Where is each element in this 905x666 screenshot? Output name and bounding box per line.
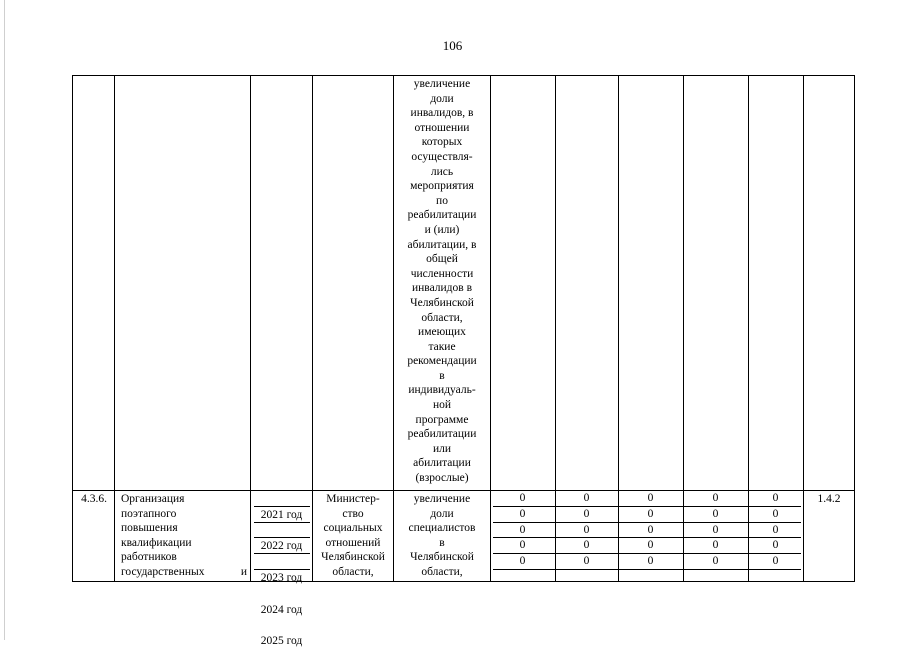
reference-code: 1.4.2: [817, 493, 841, 505]
value-cell: 0: [583, 492, 590, 504]
executor: Министер- ство социальных отношений Челябинской области,: [321, 493, 385, 578]
page-number: 106: [442, 38, 463, 53]
value-cell: 0: [519, 492, 526, 504]
value-cell: 0: [647, 524, 654, 536]
col-border: [854, 75, 855, 582]
measure-name-line: работников: [121, 551, 177, 564]
value-cell: 0: [712, 508, 719, 520]
col-border: [72, 75, 73, 582]
row-divider: [72, 490, 854, 491]
measure-name-line: Организация: [121, 493, 185, 505]
continued-indicator-text: увеличение доли инвалидов, в отношении которых осуществля- лись мероприятия по реабилитации и (или) абилитации, в общей численности инвалидов в Челябинской области, имеющих такие рекомендации в индивидуаль- ной программе реабилитации или абилитации (взрослые): [407, 78, 477, 485]
year-label: 2024 год: [260, 603, 303, 616]
table-bottom-border: [72, 581, 854, 582]
value-cell: 0: [583, 539, 590, 551]
table-top-border: [72, 75, 854, 76]
measure-name-word: государственных: [121, 565, 205, 578]
measure-name-line: квалификации: [121, 536, 192, 549]
value-subrow-rule: [493, 569, 801, 570]
value-cell: 0: [647, 539, 654, 551]
col-border: [312, 75, 313, 582]
value-cell: 0: [712, 524, 719, 536]
value-cell: 0: [583, 524, 590, 536]
col-border: [250, 75, 251, 582]
row-number: 4.3.6.: [81, 493, 107, 505]
value-cell: 0: [772, 539, 779, 551]
col-border: [393, 75, 394, 582]
value-cell: 0: [712, 539, 719, 551]
value-cell: 0: [647, 492, 654, 504]
value-cell: 0: [519, 539, 526, 551]
value-cell: 0: [583, 555, 590, 567]
value-cell: 0: [712, 555, 719, 567]
col-border: [114, 75, 115, 582]
value-cell: 0: [519, 555, 526, 567]
value-cell: 0: [519, 508, 526, 520]
value-cell: 0: [583, 508, 590, 520]
measure-name-word: и: [240, 565, 247, 578]
col-border: [490, 75, 491, 582]
year-label: 2021 год: [260, 508, 303, 521]
year-label: 2025 год: [260, 635, 303, 648]
value-cell: 0: [519, 524, 526, 536]
measure-name-line: повышения: [121, 522, 178, 535]
value-subrow-rule: [493, 506, 801, 507]
year-label: 2022 год: [260, 540, 303, 553]
value-cell: 0: [647, 508, 654, 520]
value-cell: 0: [772, 555, 779, 567]
col-border: [803, 75, 804, 582]
value-subrow-rule: [493, 553, 801, 554]
value-subrow-rule: [493, 522, 801, 523]
indicator-text: увеличение доли специалистов в Челябинской области,: [408, 493, 476, 578]
value-cell: 0: [772, 524, 779, 536]
value-subrow-rule: [493, 537, 801, 538]
value-cell: 0: [772, 492, 779, 504]
scan-edge-line: [4, 0, 5, 640]
measure-name-line-last: [121, 565, 247, 580]
measure-name-line: поэтапного: [121, 507, 177, 520]
value-cell: 0: [647, 555, 654, 567]
year-label: 2023 год: [260, 571, 303, 584]
measure-name: [121, 492, 247, 580]
value-cell: 0: [712, 492, 719, 504]
value-cell: 0: [772, 508, 779, 520]
